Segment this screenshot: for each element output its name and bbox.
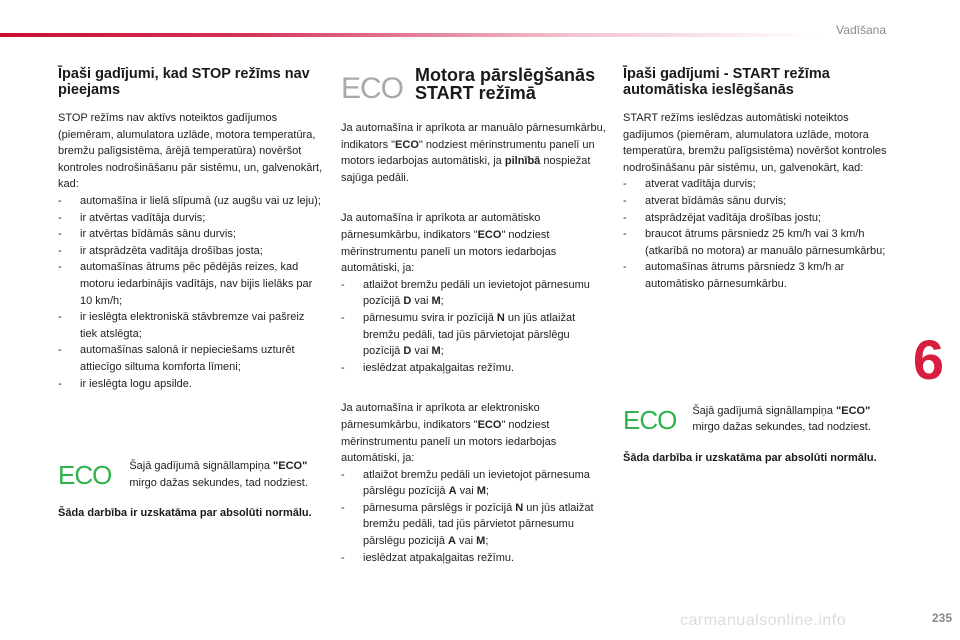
stop-unavailable-intro: STOP režīms nav aktīvs noteiktos gadījumos (piemēram, alumulatora uzlāde, motora temperatūra, bremžu palīgsistēma, ārējā temperatūra) novēršot kontroles nodrošināšanu pār sistēmu, un, galvenokārt, kad:: [58, 112, 323, 191]
text: " nodziest mērinstrumentu panelī un motors iedarbojas automātiski, ja: [341, 138, 595, 168]
gear: M: [476, 485, 486, 498]
eco-note-text: Šajā gadījumā signāllampiņa: [692, 404, 837, 417]
gear: M: [431, 295, 441, 308]
section-title: Vadīšana: [836, 23, 886, 37]
text: atlaižot bremžu pedāli un ievietojot pārnesumu pozīcijā: [363, 278, 590, 308]
text: ;: [485, 535, 489, 548]
eco-note-text: mirgo dažas sekundes, tad nodziest.: [692, 421, 871, 434]
list-item: [341, 277, 609, 310]
gear: D: [403, 295, 412, 308]
list-item: [341, 310, 609, 360]
auto-gearbox-list: [341, 277, 609, 377]
auto-gearbox-paragraph: [341, 210, 609, 276]
column-start-auto: [623, 66, 893, 466]
watermark: carmanualsonline.info: [680, 612, 847, 629]
list-item: - atsprādzējat vadītāja drošības jostu;: [623, 210, 893, 227]
eco-green-icon: ECO: [58, 460, 112, 491]
stop-unavailable-heading: Īpaši gadījumi, kad STOP režīms nav pieejams: [58, 66, 310, 98]
start-mode-title: [341, 66, 609, 104]
text: vai: [411, 295, 432, 308]
column-stop-unavailable: [58, 66, 323, 522]
list-item: - ir ieslēgta logu apsilde.: [58, 376, 323, 393]
text: " nodziest mērinstrumentu panelī un motors iedarbojas automātiski, ja:: [341, 418, 557, 465]
list-item: - ir atvērtas vadītāja durvis;: [58, 210, 323, 227]
list-item: - ir ieslēgta elektroniskā stāvbremze vai pašreiz tiek atslēgta;: [58, 309, 323, 342]
gear: N: [496, 311, 505, 324]
eco-note-text: Šajā gadījumā signāllampiņa: [129, 460, 274, 473]
eco-note: [58, 458, 323, 491]
eco-label: ECO: [395, 138, 419, 151]
start-auto-intro: START režīms ieslēdzas automātiski noteiktos gadījumos (piemēram, alumulatora uzlāde, motora temperatūra, bremžu palīgsistēma) novēršot kontroles nodrošināšanu pār sistēmu, un, galvenokārt, kad:: [623, 112, 887, 174]
eco-green-icon: ECO: [623, 404, 677, 435]
stop-unavailable-list: [58, 193, 323, 392]
list-item: - automašīnas ātrums pārsniedz 3 km/h ar automātisko pārnesumkārbu.: [623, 259, 893, 292]
eco-note-bold: "ECO": [273, 460, 308, 473]
start-auto-list: [623, 176, 893, 292]
text: Ja automašīna ir aprīkota ar manuālo pārnesumkārbu, indikators ": [341, 122, 606, 151]
gear: M: [476, 535, 486, 548]
text: pārnesuma pārslēgs ir pozīcijā: [363, 501, 516, 514]
list-item: - automašīnas salonā ir nepieciešams uzturēt attiecīgo siltuma komforta līmeni;: [58, 342, 323, 375]
list-item: - braucot ātrums pārsniedz 25 km/h vai 3 km/h (atkarībā no motora) ar manuālo pārnesumkārbu;: [623, 226, 893, 259]
text: Ja automašīna ir aprīkota ar elektronisko pārnesumkārbu, indikators ": [341, 402, 540, 431]
start-auto-heading: Īpaši gadījumi - START režīma automātiska ieslēgšanās: [623, 66, 830, 98]
start-mode-heading-line2: START režīmā: [415, 83, 536, 103]
list-item: - atverat vadītāja durvis;: [623, 176, 893, 193]
text: vai: [456, 485, 477, 498]
closing-note: Šāda darbība ir uzskatāma par absolūti normālu.: [623, 451, 877, 464]
text: un jūs atlaižat bremžu pedāli, tad jūs pārvietojat pārslēgu pozīcijā: [363, 311, 576, 358]
gear: A: [448, 485, 457, 498]
text: vai: [455, 535, 477, 548]
text: pārnesumu svira ir pozīcijā: [363, 311, 497, 324]
gear: N: [515, 501, 524, 514]
eco-note-text: mirgo dažas sekundes, tad nodziest.: [129, 476, 308, 489]
eco-label: ECO: [477, 228, 502, 241]
manual-gearbox-paragraph: [341, 120, 609, 186]
list-item: - atverat bīdāmās sānu durvis;: [623, 193, 893, 210]
emphasis: pilnībā: [504, 155, 541, 168]
text: un jūs atlaižat bremžu pedāli, tad jūs pārvietot pārnesumu pārslēgu pozicijā: [363, 501, 594, 548]
text: vai: [411, 345, 432, 358]
list-item: [341, 500, 609, 550]
header-accent-bar: [0, 33, 820, 37]
text: ;: [440, 345, 444, 358]
list-item: - ir atsprādzēta vadītāja drošības josta;: [58, 243, 323, 260]
electronic-gearbox-list: [341, 467, 609, 567]
text: atlaižot bremžu pedāli un ievietojot pārnesuma pārslēgu pozīcijā: [363, 468, 590, 498]
closing-note: Šāda darbība ir uzskatāma par absolūti normālu.: [58, 507, 312, 520]
text: " nodziest mērinstrumentu panelī un motors iedarbojas automātiski, ja:: [341, 228, 557, 275]
gear: A: [448, 535, 456, 548]
text: ;: [440, 295, 444, 308]
text: nospiežat sajūga pedāli.: [341, 155, 591, 184]
text: Ja automašīna ir aprīkota ar automātisko pārnesumkārbu, indikators ": [341, 212, 541, 241]
gear: D: [403, 345, 412, 358]
list-item: - automašīna ir lielā slīpumā (uz augšu vai uz leju);: [58, 193, 323, 210]
list-item: - ieslēdzat atpakaļgaitas režīmu.: [341, 360, 609, 377]
list-item: [341, 467, 609, 500]
eco-note: [623, 403, 893, 436]
list-item: - ieslēdzat atpakaļgaitas režīmu.: [341, 550, 609, 567]
list-item: - ir atvērtas bīdāmās sānu durvis;: [58, 226, 323, 243]
start-mode-heading-line1: Motora pārslēgšanās: [415, 65, 596, 85]
list-item: - automašīnas ātrums pēc pēdējās reizes, kad motoru iedarbinājis vadītājs, nav bijis lielāks par 10 km/h;: [58, 259, 323, 309]
gear: M: [431, 345, 441, 358]
page-number: 235: [931, 611, 952, 625]
column-start-mode: [341, 66, 609, 566]
eco-grey-icon: ECO: [341, 72, 404, 105]
text: ;: [485, 485, 489, 498]
eco-note-bold: "ECO": [836, 404, 871, 417]
chapter-number: 6: [912, 328, 944, 391]
eco-label: ECO: [477, 418, 502, 431]
electronic-gearbox-paragraph: [341, 400, 609, 466]
